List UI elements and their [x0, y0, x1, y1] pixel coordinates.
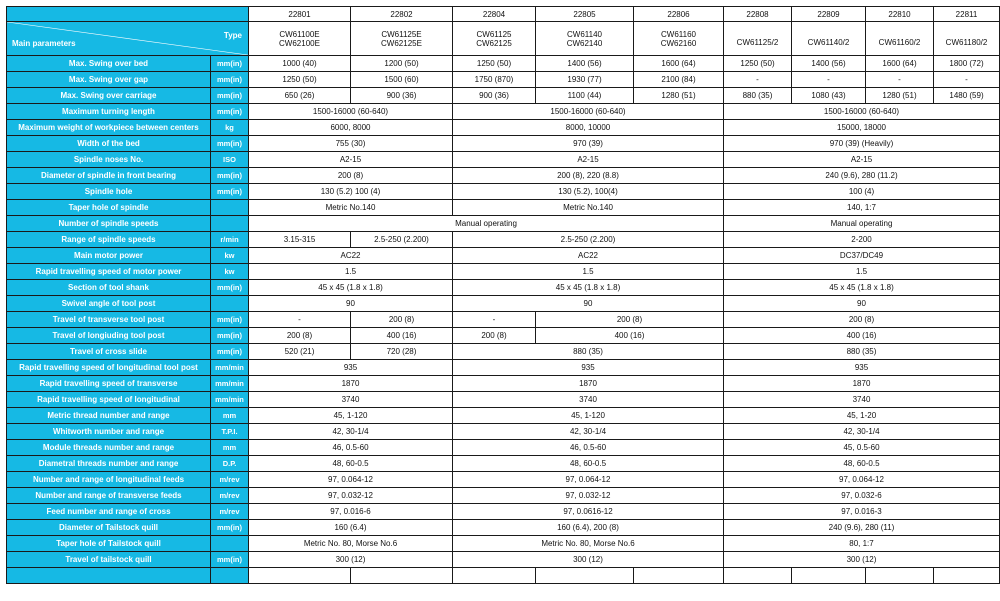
- model-code: 22809: [792, 7, 866, 22]
- parameter-label: Number and range of transverse feeds: [7, 488, 211, 504]
- parameter-unit: mm(in): [211, 72, 249, 88]
- parameter-row: [7, 424, 1000, 440]
- parameter-row: [7, 392, 1000, 408]
- value-cell: Metric No. 80, Morse No.6: [453, 536, 724, 552]
- value-cell: 1750 (870): [453, 72, 536, 88]
- parameter-unit: mm: [211, 440, 249, 456]
- value-cell: 97, 0.064-12: [249, 472, 453, 488]
- model-name: CW61125E: [381, 29, 422, 39]
- value-cell: 900 (36): [351, 88, 453, 104]
- parameter-unit: D.P.: [211, 456, 249, 472]
- parameter-row: [7, 136, 1000, 152]
- value-cell: 97, 0.0616-12: [453, 504, 724, 520]
- parameter-row: [7, 328, 1000, 344]
- model-name: CW61160/2: [878, 37, 921, 47]
- parameter-unit: kw: [211, 264, 249, 280]
- value-cell: 720 (28): [351, 344, 453, 360]
- value-cell: Metric No.140: [249, 200, 453, 216]
- value-cell: 42, 30-1/4: [453, 424, 724, 440]
- value-cell: 1200 (50): [351, 56, 453, 72]
- parameter-label: Rapid travelling speed of motor power: [7, 264, 211, 280]
- parameter-row: [7, 280, 1000, 296]
- value-cell: 45, 1-120: [249, 408, 453, 424]
- parameter-label: Main motor power: [7, 248, 211, 264]
- value-cell: 45 x 45 (1.8 x 1.8): [453, 280, 724, 296]
- value-cell: 520 (21): [249, 344, 351, 360]
- model-name-cell: [934, 22, 1000, 56]
- parameter-row: [7, 184, 1000, 200]
- model-name-cell: [453, 22, 536, 56]
- value-cell: -: [934, 72, 1000, 88]
- value-cell: [934, 568, 1000, 584]
- model-name: CW62100E: [279, 38, 320, 48]
- parameter-label: Maximum weight of workpiece between centers: [7, 120, 211, 136]
- value-cell: AC22: [249, 248, 453, 264]
- value-cell: -: [453, 312, 536, 328]
- model-name: CW62125: [476, 38, 512, 48]
- value-cell: 1280 (51): [634, 88, 724, 104]
- value-cell: 1500-16000 (60-640): [724, 104, 1000, 120]
- parameter-row: [7, 88, 1000, 104]
- model-name-cell: [249, 22, 351, 56]
- value-cell: 160 (6.4): [249, 520, 453, 536]
- parameter-unit: mm(in): [211, 88, 249, 104]
- value-cell: 1480 (59): [934, 88, 1000, 104]
- value-cell: -: [724, 72, 792, 88]
- value-cell: 97, 0.064-12: [724, 472, 1000, 488]
- parameter-label: Width of the bed: [7, 136, 211, 152]
- value-cell: 80, 1:7: [724, 536, 1000, 552]
- spec-sheet: [6, 6, 1000, 601]
- model-name-cell: [792, 22, 866, 56]
- parameter-row: [7, 536, 1000, 552]
- value-cell: 2.5-250 (2.200): [453, 232, 724, 248]
- value-cell: 200 (8): [249, 328, 351, 344]
- parameter-unit: kw: [211, 248, 249, 264]
- parameter-unit: ISO: [211, 152, 249, 168]
- value-cell: 1800 (72): [934, 56, 1000, 72]
- parameter-unit: [211, 200, 249, 216]
- value-cell: 97, 0.016-6: [249, 504, 453, 520]
- parameter-label: Diametral threads number and range: [7, 456, 211, 472]
- value-cell: 46, 0.5-60: [453, 440, 724, 456]
- parameter-unit: mm(in): [211, 312, 249, 328]
- parameter-unit: [211, 568, 249, 584]
- value-cell: A2-15: [453, 152, 724, 168]
- parameter-label: Max. Swing over carriage: [7, 88, 211, 104]
- parameter-row: [7, 264, 1000, 280]
- parameter-label: Diameter of spindle in front bearing: [7, 168, 211, 184]
- value-cell: 97, 0.016-3: [724, 504, 1000, 520]
- value-cell: DC37/DC49: [724, 248, 1000, 264]
- parameter-label: Spindle noses No.: [7, 152, 211, 168]
- value-cell: 1400 (56): [792, 56, 866, 72]
- parameter-label: Rapid travelling speed of longitudinal: [7, 392, 211, 408]
- parameter-label: Travel of transverse tool post: [7, 312, 211, 328]
- parameter-row: [7, 344, 1000, 360]
- parameter-row: [7, 216, 1000, 232]
- value-cell: 1500-16000 (60-640): [453, 104, 724, 120]
- model-code: 22811: [934, 7, 1000, 22]
- parameter-unit: mm/min: [211, 360, 249, 376]
- parameter-row: [7, 168, 1000, 184]
- value-cell: 100 (4): [724, 184, 1000, 200]
- parameter-unit: mm(in): [211, 280, 249, 296]
- parameter-unit: mm/min: [211, 376, 249, 392]
- header-row-models: [7, 22, 1000, 56]
- parameter-row: [7, 520, 1000, 536]
- model-name: CW61100E: [279, 29, 320, 39]
- value-cell: 650 (26): [249, 88, 351, 104]
- value-cell: 140, 1:7: [724, 200, 1000, 216]
- parameter-unit: mm(in): [211, 136, 249, 152]
- value-cell: 400 (16): [351, 328, 453, 344]
- value-cell: 1.5: [724, 264, 1000, 280]
- parameter-unit: T.P.I.: [211, 424, 249, 440]
- parameter-label: Spindle hole: [7, 184, 211, 200]
- parameter-unit: mm(in): [211, 168, 249, 184]
- model-name-cell: [866, 22, 934, 56]
- value-cell: -: [249, 312, 351, 328]
- parameter-label: Rapid travelling speed of longitudinal tool post: [7, 360, 211, 376]
- model-code: 22804: [453, 7, 536, 22]
- value-cell: 300 (12): [453, 552, 724, 568]
- value-cell: 3740: [724, 392, 1000, 408]
- value-cell: 200 (8): [453, 328, 536, 344]
- model-name-cell: [536, 22, 634, 56]
- value-cell: 130 (5.2) 100 (4): [249, 184, 453, 200]
- value-cell: 200 (8): [536, 312, 724, 328]
- value-cell: 45 x 45 (1.8 x 1.8): [724, 280, 1000, 296]
- parameter-label: Rapid travelling speed of transverse: [7, 376, 211, 392]
- value-cell: Metric No. 80, Morse No.6: [249, 536, 453, 552]
- model-name: CW62125E: [381, 38, 422, 48]
- value-cell: 160 (6.4), 200 (8): [453, 520, 724, 536]
- model-name-cell: [724, 22, 792, 56]
- value-cell: 3740: [249, 392, 453, 408]
- value-cell: 1.5: [453, 264, 724, 280]
- parameter-row: [7, 360, 1000, 376]
- parameter-label: Max. Swing over bed: [7, 56, 211, 72]
- parameter-label: Metric thread number and range: [7, 408, 211, 424]
- model-code: 22805: [536, 7, 634, 22]
- value-cell: 300 (12): [249, 552, 453, 568]
- value-cell: 200 (8): [724, 312, 1000, 328]
- parameter-row: [7, 232, 1000, 248]
- parameter-row: [7, 296, 1000, 312]
- value-cell: [724, 568, 792, 584]
- value-cell: 900 (36): [453, 88, 536, 104]
- parameter-row: [7, 456, 1000, 472]
- main-parameters-header: [7, 22, 249, 56]
- parameter-unit: mm(in): [211, 184, 249, 200]
- value-cell: 1250 (50): [453, 56, 536, 72]
- parameter-unit: [211, 216, 249, 232]
- value-cell: 200 (8): [351, 312, 453, 328]
- parameter-label: Range of spindle speeds: [7, 232, 211, 248]
- value-cell: 3740: [453, 392, 724, 408]
- value-cell: 300 (12): [724, 552, 1000, 568]
- parameter-unit: m/rev: [211, 472, 249, 488]
- value-cell: Metric No.140: [453, 200, 724, 216]
- value-cell: -: [792, 72, 866, 88]
- value-cell: 97, 0.032-12: [249, 488, 453, 504]
- value-cell: 200 (8): [249, 168, 453, 184]
- parameter-row: [7, 552, 1000, 568]
- value-cell: 97, 0.032-12: [453, 488, 724, 504]
- parameter-label: Swivel angle of tool post: [7, 296, 211, 312]
- parameter-label: Feed number and range of cross: [7, 504, 211, 520]
- parameter-unit: mm(in): [211, 56, 249, 72]
- parameter-label: Number and range of longitudinal feeds: [7, 472, 211, 488]
- value-cell: 1100 (44): [536, 88, 634, 104]
- parameter-unit: [211, 536, 249, 552]
- value-cell: 755 (30): [249, 136, 453, 152]
- model-name: CW61180/2: [945, 37, 988, 47]
- parameter-unit: m/rev: [211, 488, 249, 504]
- parameter-unit: r/min: [211, 232, 249, 248]
- parameter-unit: mm(in): [211, 328, 249, 344]
- value-cell: 1870: [249, 376, 453, 392]
- parameter-row: [7, 376, 1000, 392]
- parameter-row: [7, 120, 1000, 136]
- value-cell: 1.5: [249, 264, 453, 280]
- value-cell: 6000, 8000: [249, 120, 453, 136]
- value-cell: 1870: [453, 376, 724, 392]
- header-row-codes: [7, 7, 1000, 22]
- value-cell: 2.5-250 (2.200): [351, 232, 453, 248]
- value-cell: 42, 30-1/4: [249, 424, 453, 440]
- parameter-label: [7, 568, 211, 584]
- parameter-row: [7, 152, 1000, 168]
- value-cell: 1000 (40): [249, 56, 351, 72]
- value-cell: 970 (39) (Heavily): [724, 136, 1000, 152]
- value-cell: 1930 (77): [536, 72, 634, 88]
- parameter-label: Max. Swing over gap: [7, 72, 211, 88]
- model-code: 22810: [866, 7, 934, 22]
- value-cell: 1280 (51): [866, 88, 934, 104]
- value-cell: -: [866, 72, 934, 88]
- model-name: CW61125: [476, 29, 512, 39]
- value-cell: AC22: [453, 248, 724, 264]
- value-cell: 1500-16000 (60-640): [249, 104, 453, 120]
- parameter-row: [7, 488, 1000, 504]
- value-cell: 1250 (50): [724, 56, 792, 72]
- value-cell: 240 (9.6), 280 (11): [724, 520, 1000, 536]
- value-cell: 45, 0.5-60: [724, 440, 1000, 456]
- parameter-unit: m/rev: [211, 504, 249, 520]
- value-cell: 1600 (64): [634, 56, 724, 72]
- parameter-row: [7, 568, 1000, 584]
- value-cell: 45, 1-120: [453, 408, 724, 424]
- value-cell: 400 (16): [724, 328, 1000, 344]
- model-name-cell: [634, 22, 724, 56]
- type-label: Type: [223, 31, 242, 40]
- value-cell: [351, 568, 453, 584]
- value-cell: 970 (39): [453, 136, 724, 152]
- value-cell: 2100 (84): [634, 72, 724, 88]
- parameter-unit: [211, 296, 249, 312]
- value-cell: Manual operating: [249, 216, 724, 232]
- value-cell: 90: [724, 296, 1000, 312]
- value-cell: 8000, 10000: [453, 120, 724, 136]
- parameter-unit: kg: [211, 120, 249, 136]
- main-parameters-label: Main parameters: [12, 39, 76, 48]
- value-cell: 46, 0.5-60: [249, 440, 453, 456]
- parameter-unit: mm(in): [211, 552, 249, 568]
- parameter-unit: mm(in): [211, 104, 249, 120]
- value-cell: A2-15: [724, 152, 1000, 168]
- parameter-row: [7, 312, 1000, 328]
- model-name: CW62160: [660, 38, 697, 48]
- value-cell: A2-15: [249, 152, 453, 168]
- parameter-row: [7, 72, 1000, 88]
- value-cell: 1400 (56): [536, 56, 634, 72]
- spec-table: [6, 6, 1000, 584]
- parameter-label: Whitworth number and range: [7, 424, 211, 440]
- value-cell: 48, 60-0.5: [249, 456, 453, 472]
- value-cell: 15000, 18000: [724, 120, 1000, 136]
- parameter-row: [7, 504, 1000, 520]
- parameter-unit: mm(in): [211, 520, 249, 536]
- model-name: CW61125/2: [736, 37, 779, 47]
- model-code: 22802: [351, 7, 453, 22]
- value-cell: 2-200: [724, 232, 1000, 248]
- parameter-label: Diameter of Tailstock quill: [7, 520, 211, 536]
- model-name: CW61160: [661, 29, 696, 39]
- parameter-row: [7, 104, 1000, 120]
- value-cell: 48, 60-0.5: [724, 456, 1000, 472]
- value-cell: 935: [724, 360, 1000, 376]
- parameter-row: [7, 200, 1000, 216]
- parameter-label: Taper hole of Tailstock quill: [7, 536, 211, 552]
- parameter-label: Module threads number and range: [7, 440, 211, 456]
- model-name-cell: [351, 22, 453, 56]
- spec-table-body: [7, 7, 1000, 584]
- value-cell: 1600 (64): [866, 56, 934, 72]
- value-cell: 1250 (50): [249, 72, 351, 88]
- value-cell: 935: [453, 360, 724, 376]
- value-cell: [453, 568, 536, 584]
- parameter-label: Number of spindle speeds: [7, 216, 211, 232]
- parameter-row: [7, 440, 1000, 456]
- parameter-unit: mm(in): [211, 344, 249, 360]
- value-cell: 880 (35): [724, 344, 1000, 360]
- value-cell: 400 (16): [536, 328, 724, 344]
- value-cell: 42, 30-1/4: [724, 424, 1000, 440]
- parameter-row: [7, 56, 1000, 72]
- value-cell: 240 (9.6), 280 (11.2): [724, 168, 1000, 184]
- value-cell: 48, 60-0.5: [453, 456, 724, 472]
- parameter-label: Travel of cross slide: [7, 344, 211, 360]
- value-cell: 97, 0.032-6: [724, 488, 1000, 504]
- model-code: 22801: [249, 7, 351, 22]
- parameter-label: Travel of longiuding tool post: [7, 328, 211, 344]
- value-cell: 90: [453, 296, 724, 312]
- value-cell: [866, 568, 934, 584]
- model-name: CW62140: [566, 38, 603, 48]
- parameter-label: Travel of tailstock quill: [7, 552, 211, 568]
- model-name: CW61140/2: [807, 37, 850, 47]
- parameter-label: Maximum turning length: [7, 104, 211, 120]
- header-blank-cell: [7, 7, 249, 22]
- parameter-row: [7, 408, 1000, 424]
- model-name: CW61140: [567, 29, 602, 39]
- parameter-unit: mm: [211, 408, 249, 424]
- parameter-row: [7, 248, 1000, 264]
- parameter-label: Taper hole of spindle: [7, 200, 211, 216]
- value-cell: 1870: [724, 376, 1000, 392]
- value-cell: 200 (8), 220 (8.8): [453, 168, 724, 184]
- value-cell: [634, 568, 724, 584]
- value-cell: 1500 (60): [351, 72, 453, 88]
- value-cell: Manual operating: [724, 216, 1000, 232]
- value-cell: 97, 0.064-12: [453, 472, 724, 488]
- value-cell: 130 (5.2), 100(4): [453, 184, 724, 200]
- value-cell: 935: [249, 360, 453, 376]
- value-cell: 880 (35): [453, 344, 724, 360]
- parameter-label: Section of tool shank: [7, 280, 211, 296]
- value-cell: 45 x 45 (1.8 x 1.8): [249, 280, 453, 296]
- value-cell: 3.15-315: [249, 232, 351, 248]
- model-code: 22808: [724, 7, 792, 22]
- parameter-row: [7, 472, 1000, 488]
- parameter-unit: mm/min: [211, 392, 249, 408]
- value-cell: 45, 1-20: [724, 408, 1000, 424]
- value-cell: [249, 568, 351, 584]
- value-cell: 1080 (43): [792, 88, 866, 104]
- value-cell: [536, 568, 634, 584]
- model-code: 22806: [634, 7, 724, 22]
- value-cell: [792, 568, 866, 584]
- value-cell: 90: [249, 296, 453, 312]
- value-cell: 880 (35): [724, 88, 792, 104]
